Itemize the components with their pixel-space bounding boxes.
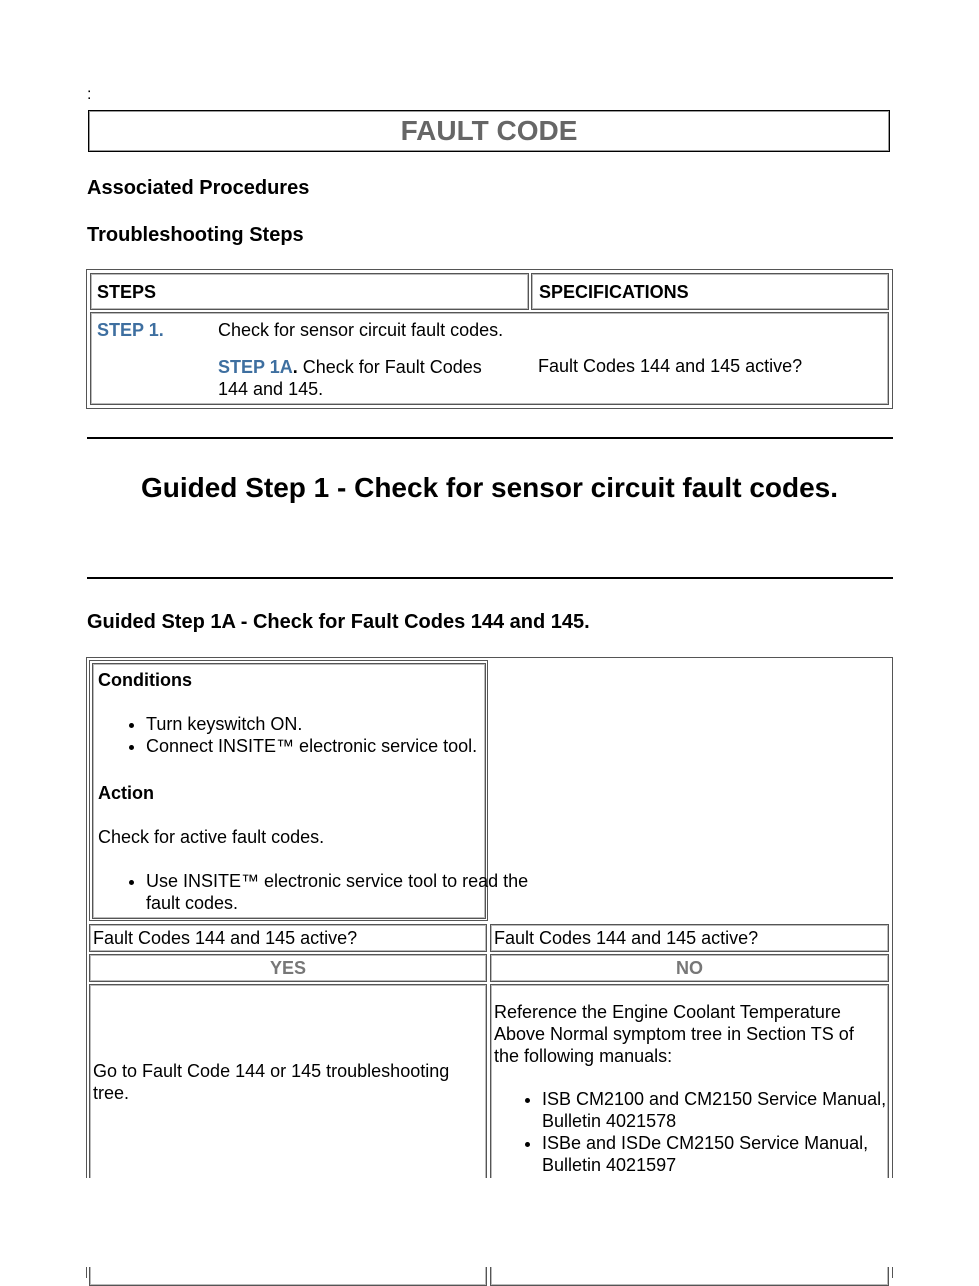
specifications-column-header: SPECIFICATIONS [539,282,689,302]
guided-step1a-title: Guided Step 1A - Check for Fault Codes 144 and 145. [87,611,590,633]
step1a-text-line1: Check for Fault Codes [297,357,482,377]
associated-procedures-heading: Associated Procedures [87,177,310,199]
divider-bottom [87,577,893,579]
step1a-label: STEP 1A [218,357,293,377]
action-label: Action [98,783,154,803]
step1-label: STEP 1. [97,320,164,340]
yes-result-text: Go to Fault Code 144 or 145 troubleshooting tree. [93,1061,450,1103]
step1-text: Check for sensor circuit fault codes. [218,320,504,340]
action-item: • Use INSITE™ electronic service tool to read the fault codes. [146,870,534,914]
conditions-label: Conditions [98,670,192,690]
troubleshooting-steps-heading: Troubleshooting Steps [87,224,304,246]
question-right: Fault Codes 144 and 145 active? [494,928,759,948]
step1a-text-line2: 144 and 145. [218,379,324,399]
yes-label: YES [269,958,307,978]
step1a-cell [218,356,482,400]
manual-item: • ISBe and ISDe CM2150 Service Manual, Bulletin 4021597 [542,1132,930,1176]
conditions-item: • Turn keyswitch ON. [146,713,534,735]
conditions-item: • Connect INSITE™ electronic service tool. [146,735,534,757]
step1a-dot: . [292,357,298,377]
yes-cell [89,954,487,982]
header-colon: : [87,86,92,103]
steps-column-header: STEPS [97,282,157,302]
no-label: NO [676,958,703,978]
manual-item: • ISB CM2100 and CM2150 Service Manual, Bulletin 4021578 [542,1088,930,1132]
question-left: Fault Codes 144 and 145 active? [93,928,358,948]
no-cell [490,954,889,982]
step1a-spec: Fault Codes 144 and 145 active? [538,356,803,376]
action-list [98,870,534,914]
no-result-text: Reference the Engine Coolant Temperature Above Normal symptom tree in Section TS of the following manuals: [494,1002,854,1066]
divider-top [87,437,893,439]
page-bottom-margin [0,1178,979,1267]
no-result-list [494,1088,930,1176]
conditions-list [98,713,534,757]
guided-step1-title: Guided Step 1 - Check for sensor circuit fault codes. [140,472,839,503]
action-text: Check for active fault codes. [98,827,325,847]
page-title: FAULT CODE [88,110,890,152]
